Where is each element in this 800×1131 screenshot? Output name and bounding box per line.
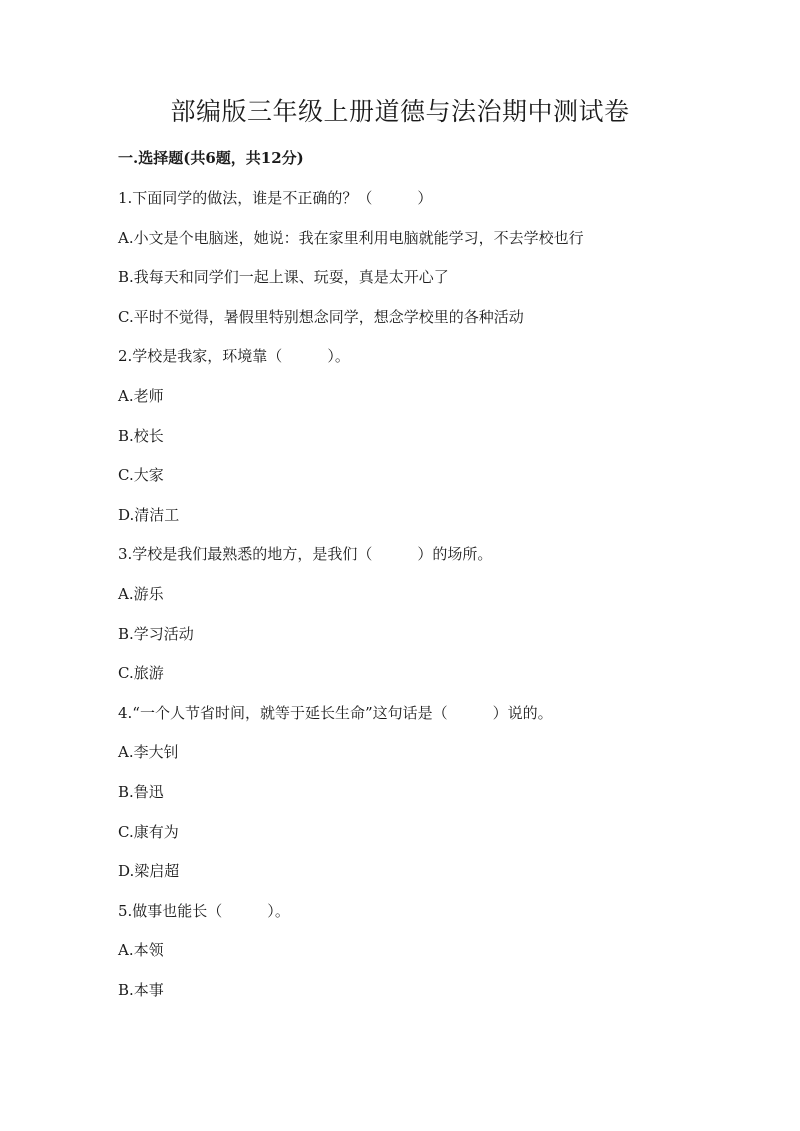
question-3-option-a: A.游乐	[118, 585, 164, 603]
question-2-option-d: D.清洁工	[118, 506, 180, 524]
question-4-option-b: B.鲁迅	[118, 783, 164, 801]
question-5-option-b: B.本事	[118, 981, 164, 999]
question-4-stem: 4.“一个人节省时间，就等于延长生命”这句话是（ ）说的。	[118, 704, 553, 722]
question-3-option-b: B.学习活动	[118, 625, 194, 643]
section-heading: 一.选择题(共6题，共12分)	[118, 149, 304, 167]
question-4-option-c: C.康有为	[118, 823, 179, 841]
question-4-option-d: D.梁启超	[118, 862, 180, 880]
question-1-option-c: C.平时不觉得，暑假里特别想念同学，想念学校里的各种活动	[118, 308, 524, 326]
question-2-option-b: B.校长	[118, 427, 164, 445]
question-2-option-a: A.老师	[118, 387, 164, 405]
page-title: 部编版三年级上册道德与法治期中测试卷	[170, 97, 630, 126]
question-3-stem: 3.学校是我们最熟悉的地方，是我们（ ）的场所。	[118, 545, 493, 563]
question-1-option-b: B.我每天和同学们一起上课、玩耍，真是太开心了	[118, 268, 449, 286]
question-5-stem: 5.做事也能长（ ）。	[118, 902, 290, 920]
question-4-option-a: A.李大钊	[118, 743, 179, 761]
question-1-stem: 1.下面同学的做法，谁是不正确的？（ ）	[118, 189, 433, 207]
question-2-stem: 2.学校是我家，环境靠（ ）。	[118, 347, 350, 365]
question-5-option-a: A.本领	[118, 941, 164, 959]
question-1-option-a: A.小文是个电脑迷，她说：我在家里利用电脑就能学习，不去学校也行	[118, 229, 584, 247]
question-2-option-c: C.大家	[118, 466, 164, 484]
question-3-option-c: C.旅游	[118, 664, 164, 682]
